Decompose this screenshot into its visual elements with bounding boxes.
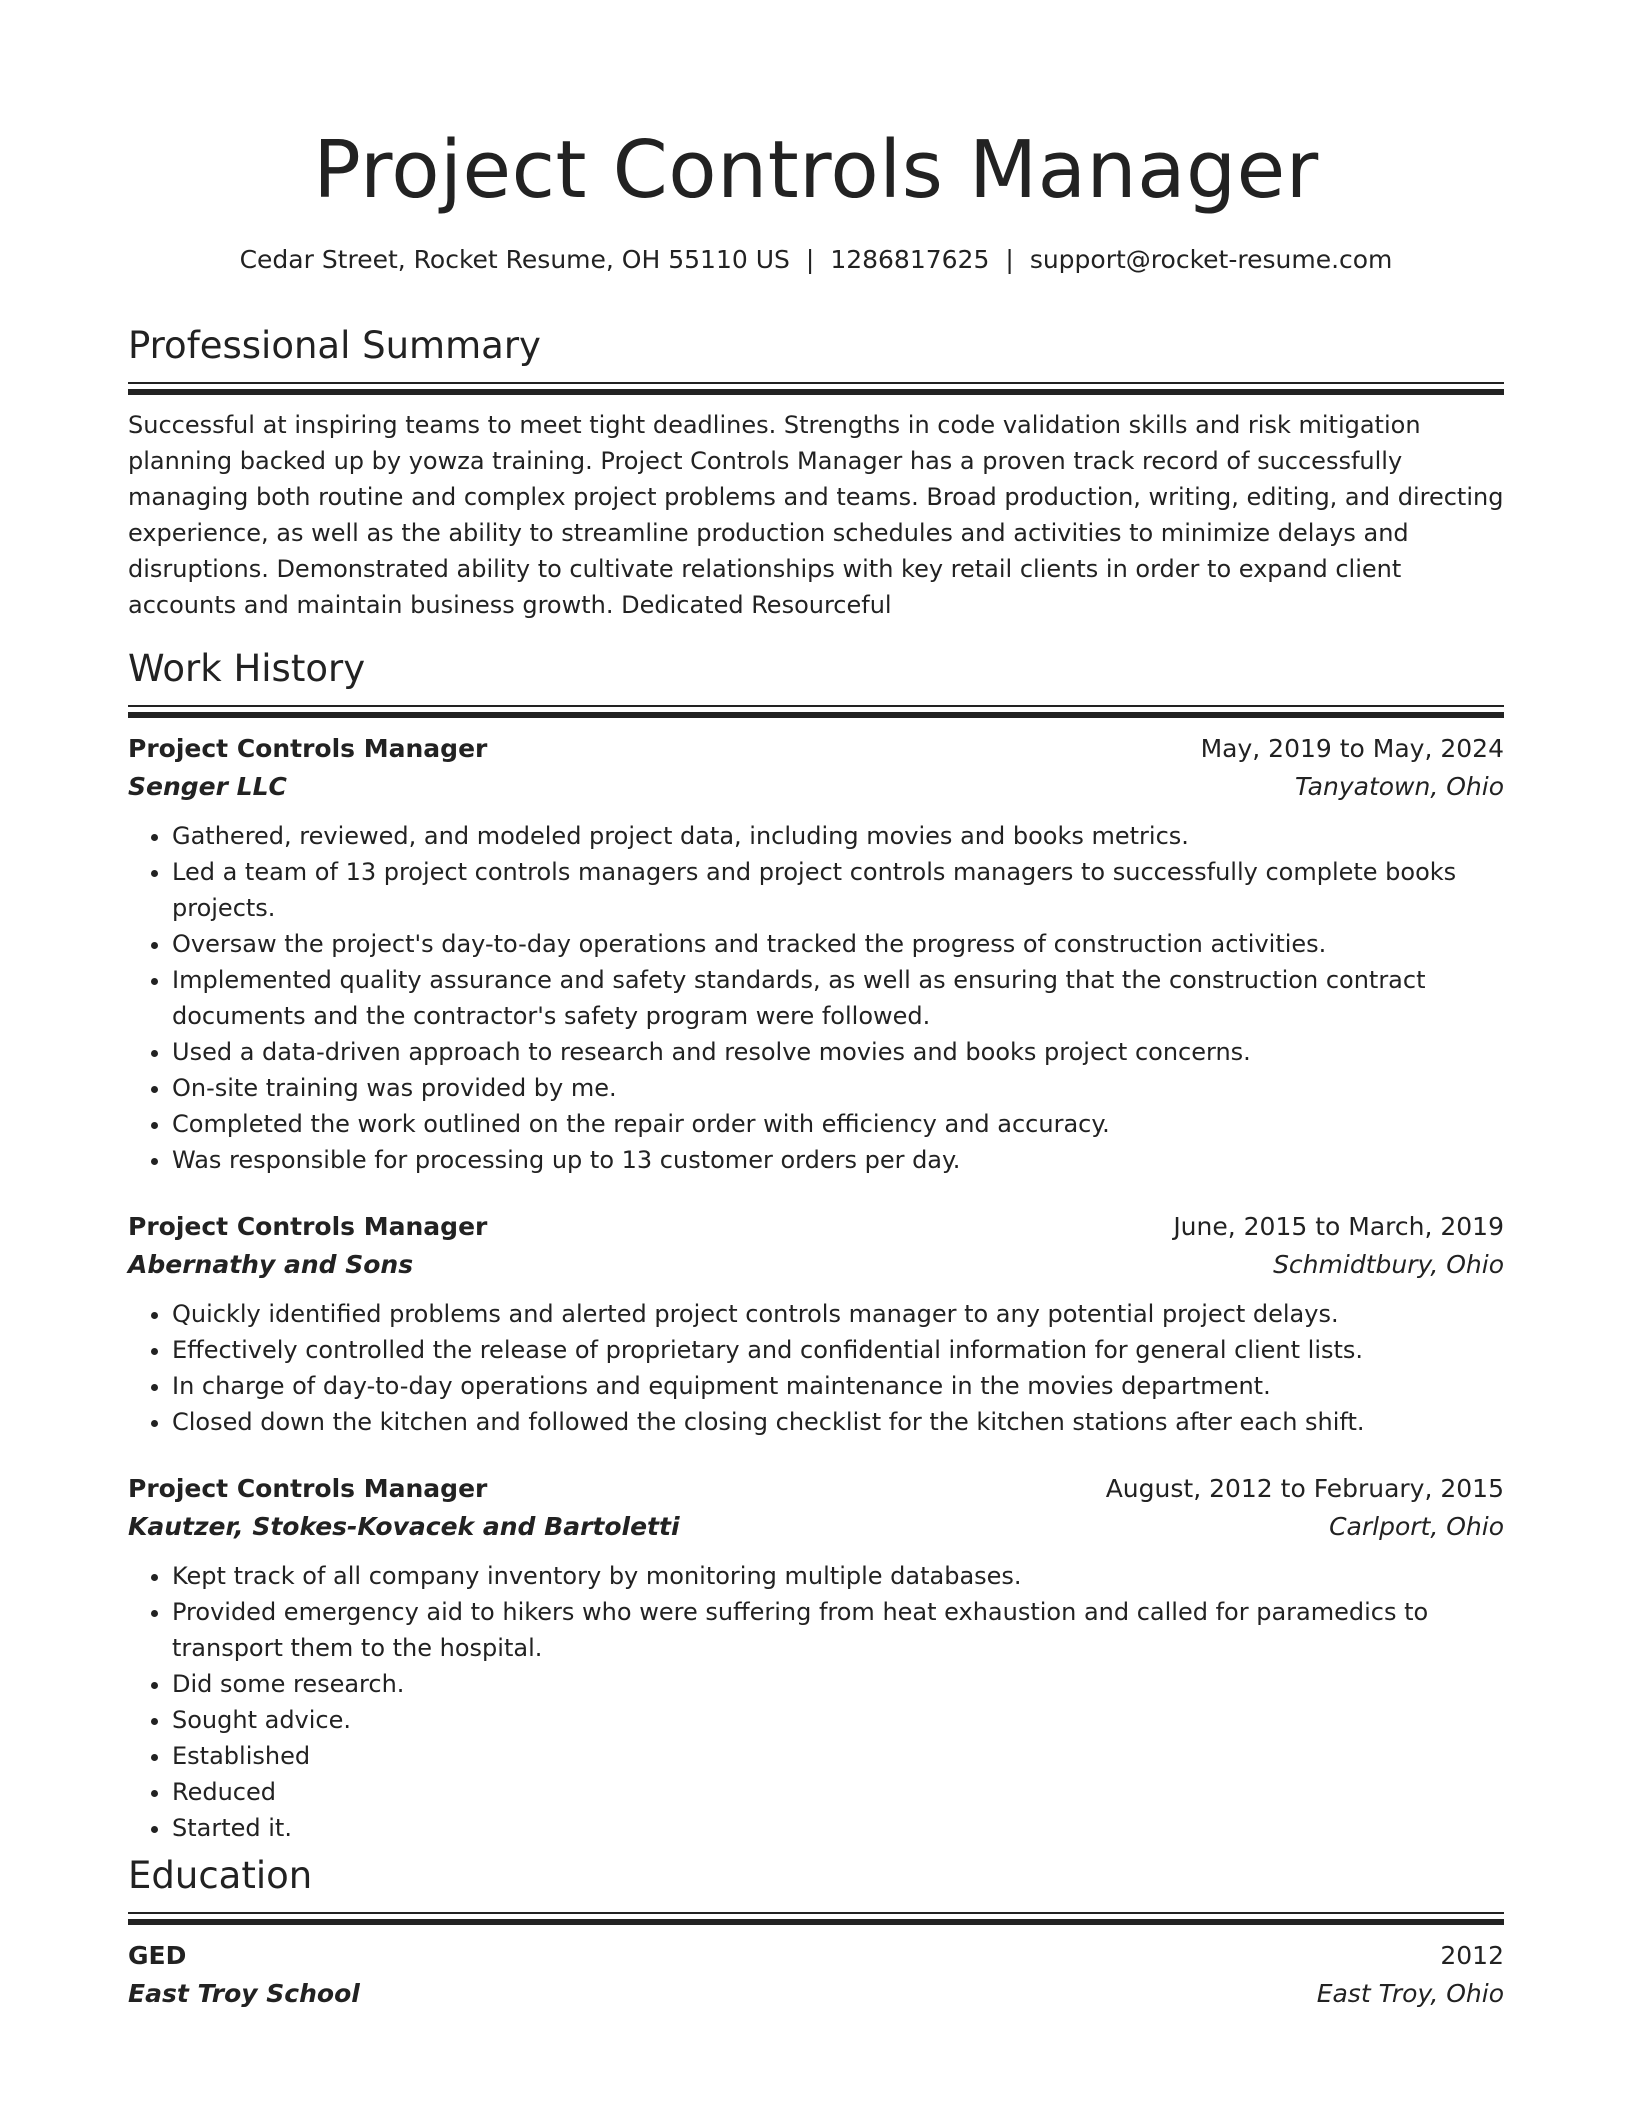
job-dates: May, 2019 to May, 2024 — [1200, 734, 1504, 763]
section-divider — [128, 382, 1504, 395]
job-title: Project Controls Manager — [128, 1212, 488, 1241]
job-bullet: • Quickly identified problems and alerted project controls manager to any potential project delays. — [172, 1296, 1504, 1332]
job-bullet: • Used a data-driven approach to research and resolve movies and books project concerns. — [172, 1034, 1504, 1070]
education-section — [128, 1852, 1504, 2013]
education-header-row — [128, 1937, 1504, 1975]
job-entry — [128, 1208, 1504, 1440]
job-bullet: • Sought advice. — [172, 1702, 1504, 1738]
job-bullet: • Did some research. — [172, 1666, 1504, 1702]
job-bullet: • In charge of day-to-day operations and equipment maintenance in the movies department. — [172, 1368, 1504, 1404]
education-year: 2012 — [1440, 1941, 1504, 1970]
work-history-section — [128, 645, 1504, 1846]
job-bullet: • Closed down the kitchen and followed the closing checklist for the kitchen stations after each shift. — [172, 1404, 1504, 1440]
job-bullet-list — [128, 1558, 1504, 1846]
education-degree: GED — [128, 1941, 187, 1970]
job-bullet-list — [128, 1296, 1504, 1440]
section-divider — [128, 705, 1504, 718]
job-bullet: • Completed the work outlined on the repair order with efficiency and accuracy. — [172, 1106, 1504, 1142]
professional-summary-section — [128, 322, 1504, 623]
job-entry — [128, 730, 1504, 1178]
job-header-row — [128, 1208, 1504, 1246]
job-bullet: • Was responsible for processing up to 13 customer orders per day. — [172, 1142, 1504, 1178]
job-bullet: • Reduced — [172, 1774, 1504, 1810]
section-divider — [128, 1912, 1504, 1925]
education-location: East Troy, Ohio — [1316, 1979, 1504, 2008]
section-title: Education — [128, 1854, 313, 1897]
contact-line — [128, 244, 1504, 276]
job-bullet: • On-site training was provided by me. — [172, 1070, 1504, 1106]
section-title: Professional Summary — [128, 324, 541, 367]
contact-address: Cedar Street, Rocket Resume, OH 55110 US — [239, 245, 790, 274]
education-entry — [128, 1937, 1504, 2013]
summary-text: Successful at inspiring teams to meet tight deadlines. Strengths in code validation skills and risk mitigation planning backed up by yowza training. Project Controls Manager has a proven track record of successfully managing both routine and complex project problems and teams. Broad production, writing, editing, and directing experience, as well as the ability to streamline production schedules and activities to minimize delays and disruptions. Demonstrated ability to cultivate relationships with key retail clients in order to expand client accounts and maintain business growth. Dedicated Resourceful — [128, 411, 1504, 619]
job-company: Abernathy and Sons — [128, 1250, 414, 1279]
education-school: East Troy School — [128, 1979, 360, 2008]
contact-phone: 1286817625 — [830, 245, 990, 274]
job-location: Carlport, Ohio — [1329, 1512, 1504, 1541]
contact-separator: | — [1005, 245, 1014, 274]
job-location: Tanyatown, Ohio — [1295, 772, 1504, 801]
job-bullet-list — [128, 818, 1504, 1178]
section-title: Work History — [128, 647, 366, 690]
job-bullet: • Gathered, reviewed, and modeled project data, including movies and books metrics. — [172, 818, 1504, 854]
resume-name: Project Controls Manager — [313, 124, 1319, 216]
job-bullet: • Kept track of all company inventory by monitoring multiple databases. — [172, 1558, 1504, 1594]
job-bullet: • Led a team of 13 project controls managers and project controls managers to successfully complete books projects. — [172, 854, 1504, 926]
job-dates: August, 2012 to February, 2015 — [1105, 1474, 1504, 1503]
job-bullet: • Implemented quality assurance and safety standards, as well as ensuring that the construction contract documents and the contractor's safety program were followed. — [172, 962, 1504, 1034]
job-title: Project Controls Manager — [128, 734, 488, 763]
job-header-row — [128, 1470, 1504, 1508]
job-title: Project Controls Manager — [128, 1474, 488, 1503]
job-dates: June, 2015 to March, 2019 — [1173, 1212, 1504, 1241]
job-entry — [128, 1470, 1504, 1846]
job-company: Senger LLC — [128, 772, 287, 801]
contact-email: support@rocket-resume.com — [1029, 245, 1393, 274]
job-company-row — [128, 1508, 1504, 1546]
job-bullet: • Provided emergency aid to hikers who were suffering from heat exhaustion and called for paramedics to transport them to the hospital. — [172, 1594, 1504, 1666]
job-bullet: • Oversaw the project's day-to-day operations and tracked the progress of construction activities. — [172, 926, 1504, 962]
contact-separator: | — [805, 245, 815, 274]
job-company-row — [128, 768, 1504, 806]
job-location: Schmidtbury, Ohio — [1273, 1250, 1504, 1279]
education-school-row — [128, 1975, 1504, 2013]
job-bullet: • Effectively controlled the release of proprietary and confidential information for general client lists. — [172, 1332, 1504, 1368]
job-company-row — [128, 1246, 1504, 1284]
job-bullet: • Started it. — [172, 1810, 1504, 1846]
job-header-row — [128, 730, 1504, 768]
job-company: Kautzer, Stokes-Kovacek and Bartoletti — [128, 1512, 680, 1541]
job-bullet: • Established — [172, 1738, 1504, 1774]
